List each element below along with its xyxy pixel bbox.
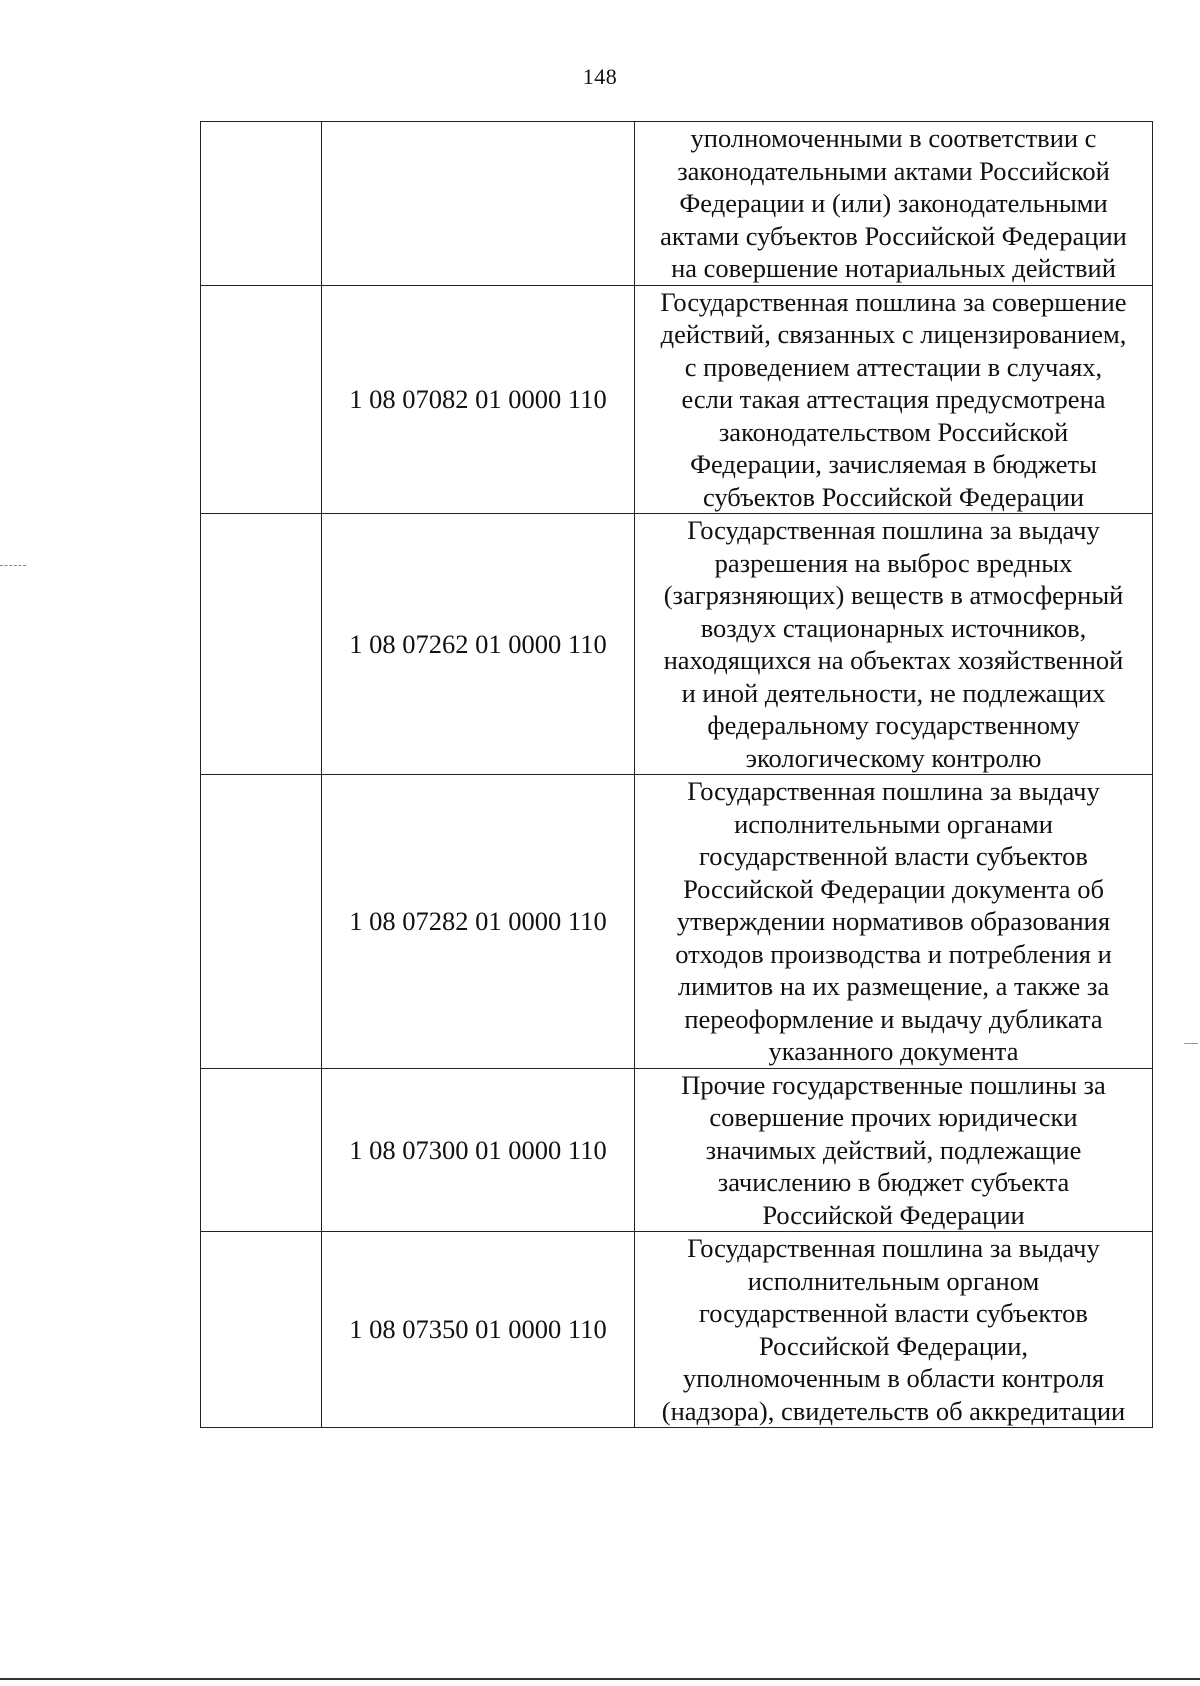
scan-artifact-mark (1184, 1043, 1198, 1044)
budget-codes-table (200, 121, 1153, 1428)
description-cell (635, 285, 1153, 514)
page-number: 148 (582, 64, 618, 89)
table-row (201, 122, 1153, 286)
description-line: уполномоченными в соответствии с (690, 123, 1097, 153)
empty-cell (201, 1068, 322, 1232)
budget-code-cell: 1 08 07350 01 0000 110 (322, 1232, 635, 1428)
table-row (201, 775, 1153, 1069)
description-line: исполнительным органом (747, 1265, 1040, 1296)
description-line: Федерации, зачисляемая в бюджеты (690, 449, 1097, 479)
budget-code-cell: 1 08 07300 01 0000 110 (322, 1068, 635, 1232)
description-line: на совершение нотариальных действий (671, 253, 1116, 283)
description-line: совершение прочих юридически (709, 1102, 1078, 1132)
table-row (201, 285, 1153, 514)
empty-cell (201, 514, 322, 775)
empty-cell (201, 1232, 322, 1428)
description-line: федеральному государственному (707, 710, 1080, 740)
description-line: значимых действий, подлежащие (705, 1134, 1082, 1165)
scan-artifact-mark (0, 565, 26, 566)
budget-code-cell: 1 08 07082 01 0000 110 (322, 285, 635, 514)
description-line: лимитов на их размещение, а также за (677, 971, 1110, 1001)
description-line: с проведением аттестации в случаях, (684, 351, 1103, 382)
description-line: законодательством Российской (718, 416, 1069, 447)
description-line: Государственная пошлина за выдачу (687, 515, 1100, 545)
budget-code-cell (322, 122, 635, 286)
description-line: и иной деятельности, не подлежащих (681, 677, 1106, 708)
description-line: исполнительными органами (734, 808, 1053, 839)
description-line: Федерации и (или) законодательными (679, 188, 1108, 218)
empty-cell (201, 775, 322, 1069)
description-line: зачислению в бюджет субъекта (717, 1167, 1070, 1197)
table-row (201, 1068, 1153, 1232)
description-line: действий, связанных с лицензированием, (660, 319, 1127, 349)
description-line: Российской Федерации документа об (683, 873, 1104, 904)
description-cell (635, 122, 1153, 286)
description-cell (635, 514, 1153, 775)
table-row (201, 514, 1153, 775)
table-body (201, 122, 1153, 1428)
empty-cell (201, 285, 322, 514)
description-cell (635, 1232, 1153, 1428)
description-line: Прочие государственные пошлины за (681, 1069, 1106, 1100)
description-line: указанного документа (768, 1036, 1019, 1066)
description-line: экологическому контролю (745, 742, 1042, 773)
description-line: государственной власти субъектов (699, 841, 1088, 871)
description-cell (635, 775, 1153, 1069)
description-line: переоформление и выдачу дубликата (684, 1003, 1103, 1034)
description-line: (загрязняющих) веществ в атмосферный (663, 580, 1124, 610)
budget-code-cell: 1 08 07262 01 0000 110 (322, 514, 635, 775)
description-line: отходов производства и потребления и (675, 938, 1112, 969)
description-line: уполномоченным в области контроля (682, 1363, 1105, 1393)
description-line: находящихся на объектах хозяйственной (663, 645, 1124, 675)
description-line: актами субъектов Российской Федерации (660, 220, 1127, 251)
empty-cell (201, 122, 322, 286)
bottom-rule (0, 1678, 1200, 1680)
budget-code-cell: 1 08 07282 01 0000 110 (322, 775, 635, 1069)
description-line: Российской Федерации, (759, 1330, 1028, 1361)
description-cell (635, 1068, 1153, 1232)
table-row (201, 1232, 1153, 1428)
description-line: Государственная пошлина за совершение (660, 286, 1127, 317)
description-line: воздух стационарных источников, (700, 612, 1087, 643)
description-line: разрешения на выброс вредных (714, 547, 1073, 578)
description-line: субъектов Российской Федерации (702, 481, 1085, 512)
description-line: законодательными актами Российской (677, 155, 1110, 186)
description-line: Государственная пошлина за выдачу (687, 776, 1100, 806)
description-line: если такая аттестация предусмотрена (681, 384, 1106, 414)
description-line: утверждении нормативов образования (676, 906, 1111, 936)
description-line: (надзора), свидетельств об аккредитации (661, 1395, 1126, 1426)
description-line: государственной власти субъектов (699, 1298, 1088, 1328)
description-line: Российской Федерации (762, 1199, 1025, 1230)
description-line: Государственная пошлина за выдачу (687, 1233, 1100, 1263)
